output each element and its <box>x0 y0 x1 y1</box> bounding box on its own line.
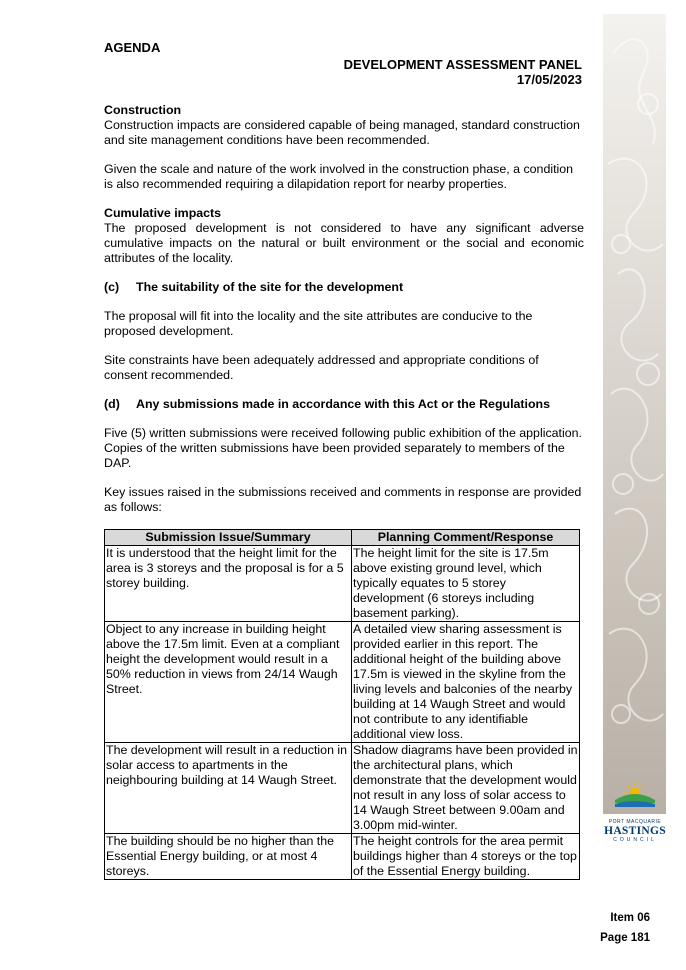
cumulative-paragraph: The proposed development is not considered to have any significant adverse cumulative impacts on the natural or built environment or the social and economic attributes of the locality. <box>104 221 584 265</box>
section-d-paragraph-2: Key issues raised in the submissions received and comments in response are provided as follows: <box>104 485 582 514</box>
section-d-number: (d) <box>104 397 120 411</box>
construction-paragraph-1: Construction impacts are considered capable of being managed, standard construction and site management conditions have been recommended. <box>104 118 580 147</box>
decorative-sidebar <box>603 14 666 814</box>
table-cell-response: A detailed view sharing assessment is provided earlier in this report. The additional height of the building above 17.5m is viewed in the skyline from the living levels and balconies of the nearby building at 14 Waugh Street and would not contribute to any identifiable additional view loss. <box>352 622 580 743</box>
footer-page-number: Page 181 <box>600 932 650 944</box>
section-c-paragraph-1: The proposal will fit into the locality and the site attributes are conducive to the proposed development. <box>104 309 533 338</box>
construction-heading: Construction <box>104 103 182 117</box>
table-row <box>105 743 580 834</box>
table-cell-issue: It is understood that the height limit for the area is 3 storeys and the proposal is for a 5 storey building. <box>105 546 352 622</box>
meeting-date: 17/05/2023 <box>516 72 582 87</box>
swirl-pattern-graphic <box>603 14 666 814</box>
column-header-issue: Submission Issue/Summary <box>105 530 352 546</box>
panel-title: DEVELOPMENT ASSESSMENT PANEL <box>343 57 582 72</box>
cumulative-heading: Cumulative impacts <box>104 206 222 220</box>
section-c-heading <box>104 280 584 295</box>
section-c-paragraph-2: Site constraints have been adequately addressed and appropriate conditions of consent recommended. <box>104 353 539 382</box>
column-header-response: Planning Comment/Response <box>352 530 580 546</box>
table-cell-issue: The building should be no higher than the Essential Energy building, or at most 4 storeys. <box>105 834 352 880</box>
table-row <box>105 546 580 622</box>
table-cell-response: The height controls for the area permit buildings higher than 4 storeys or the top of the Essential Energy building. <box>352 834 580 880</box>
logo-line-2: HASTINGS <box>604 825 666 837</box>
section-d-paragraph-1: Five (5) written submissions were received following public exhibition of the application. Copies of the written submissions have been provided separately to members of the DAP. <box>104 426 582 470</box>
section-c-title: The suitability of the site for the development <box>136 280 404 294</box>
section-d-heading <box>104 397 584 412</box>
section-c-number: (c) <box>104 280 120 294</box>
table-row <box>105 834 580 880</box>
section-d-title: Any submissions made in accordance with this Act or the Regulations <box>136 397 551 411</box>
construction-paragraph-2: Given the scale and nature of the work involved in the construction phase, a condition is also recommended requiring a dilapidation report for nearby properties. <box>104 162 574 191</box>
table-cell-issue: The development will result in a reduction in solar access to apartments in the neighbouring building at 14 Waugh Street. <box>105 743 352 834</box>
table-cell-issue: Object to any increase in building height above the 17.5m limit. Even at a compliant height the development would result in a 50% reduction in views from 24/14 Waugh Street. <box>105 622 352 743</box>
table-cell-response: Shadow diagrams have been provided in the architectural plans, which demonstrate that the development would not result in any loss of solar access to 14 Waugh Street between 9.00am and 3.00pm mid-winter. <box>353 743 578 832</box>
table-row <box>105 622 580 743</box>
document-body <box>104 103 584 880</box>
page-header-right <box>344 57 582 87</box>
submissions-table <box>104 529 580 880</box>
table-cell-response: The height limit for the site is 17.5m above existing ground level, which typically equates to 5 storey development (6 storeys including basement parking). <box>352 546 580 622</box>
council-logo <box>604 780 666 843</box>
logo-line-3: COUNCIL <box>613 837 657 843</box>
logo-line-1: PORT MACQUARIE <box>608 819 662 825</box>
footer-item-number: Item 06 <box>610 912 650 924</box>
table-header-row <box>105 530 580 546</box>
council-logo-icon <box>613 780 657 810</box>
agenda-heading: AGENDA <box>104 40 161 55</box>
